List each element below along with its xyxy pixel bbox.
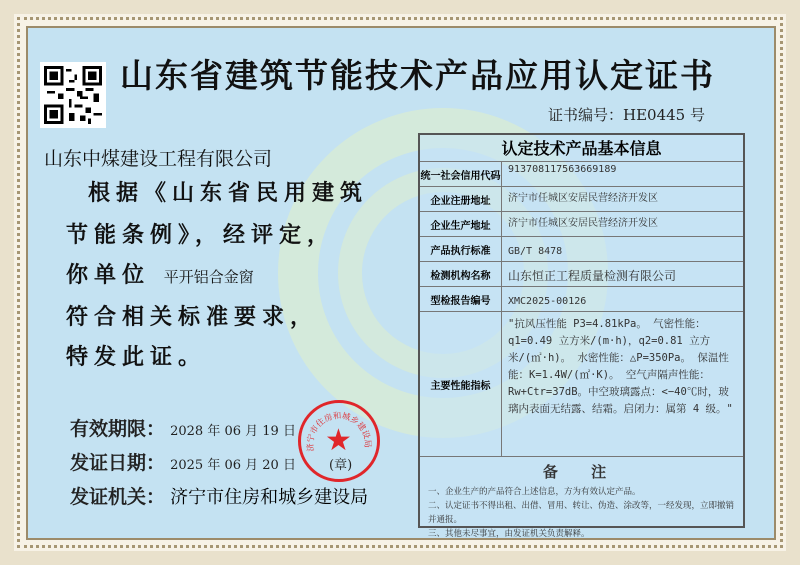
validity-value: 2028 年 06 月 19 日 [170, 424, 296, 439]
validity-label: 有效期限： [70, 418, 166, 440]
row-label: 企业生产地址 [420, 212, 502, 236]
issuer-label: 发证机关： [70, 486, 166, 508]
body-line-3-prefix: 你单位 [66, 263, 151, 288]
star-icon: ★ [325, 423, 352, 458]
table-row [420, 212, 743, 237]
row-value: 济宁市任城区安居民营经济开发区 [508, 193, 658, 204]
product-info-table [418, 133, 745, 539]
note-item: 三、其他未尽事宜，由发证机关负责解释。 [428, 529, 590, 539]
notes-title: 备 注 [542, 463, 621, 481]
body-line-4: 符合相关标准要求， [66, 305, 319, 330]
official-seal [298, 400, 380, 482]
table-row [420, 162, 743, 187]
notes-section [420, 457, 743, 545]
row-value: GB/T 8478 [508, 246, 563, 257]
table-row [420, 187, 743, 212]
seal-mark: (章) [329, 458, 353, 473]
note-item: 一、企业生产的产品符合上述信息，方为有效认定产品。 [428, 487, 641, 497]
row-value: 济宁市任城区安居民营经济开发区 [508, 218, 658, 229]
issue-date-label: 发证日期： [70, 452, 166, 474]
issue-date-value: 2025 年 06 月 20 日 [170, 458, 296, 473]
row-label: 企业注册地址 [420, 187, 502, 211]
row-value: 913708117563669189 [508, 164, 617, 175]
qr-code [40, 62, 106, 128]
seal-text: 济宁市住房和城乡建设局 [304, 410, 374, 453]
note-item: 二、认定证书不得出租、出借、冒用、转让、伪造、涂改等，一经发现，立即撤销并通报。 [428, 501, 735, 525]
company-name: 山东中煤建设工程有限公司 [44, 148, 273, 170]
table-row [420, 262, 743, 287]
row-label: 主要性能指标 [420, 312, 502, 456]
row-label: 型检报告编号 [420, 287, 502, 311]
body-line-3 [66, 258, 254, 289]
table-header: 认定技术产品基本信息 [420, 135, 743, 162]
row-label: 统一社会信用代码 [420, 162, 502, 186]
issuer-field [70, 482, 368, 509]
table-row [420, 287, 743, 312]
row-label: 检测机构名称 [420, 262, 502, 286]
table-row [420, 237, 743, 262]
product-name: 平开铝合金窗 [163, 268, 254, 286]
row-value: XMC2025-00126 [508, 296, 587, 307]
table-row [420, 312, 743, 457]
certificate-title: 山东省建筑节能技术产品应用认定证书 [120, 56, 715, 95]
body-line-2: 节能条例》，经评定， [66, 223, 336, 248]
certificate-number: 证书编号：HE0445 号 [548, 106, 705, 124]
issuer-value: 济宁市住房和城乡建设局 [170, 487, 369, 508]
body-line-1: 根据《山东省民用建筑 [88, 181, 369, 206]
body-line-5: 特发此证。 [66, 345, 207, 370]
row-value: 山东恒正工程质量检测有限公司 [508, 269, 677, 283]
row-label: 产品执行标准 [420, 237, 502, 261]
validity-field [70, 414, 296, 441]
row-value: "抗风压性能 P3=4.81kPa。 气密性能：q1=0.49 立方米/(m·h)，q2=0.81 立方米/(㎡·h)。 水密性能：△P=350Pa。 保温性能：K=1.4W/(㎡·K)。 空气声隔声性能：Rw+Ctr=37dB。中空玻璃露点：<−40℃时，玻璃内表面无结露、结霜。启闭力：属第 4 级。" [508, 318, 733, 415]
